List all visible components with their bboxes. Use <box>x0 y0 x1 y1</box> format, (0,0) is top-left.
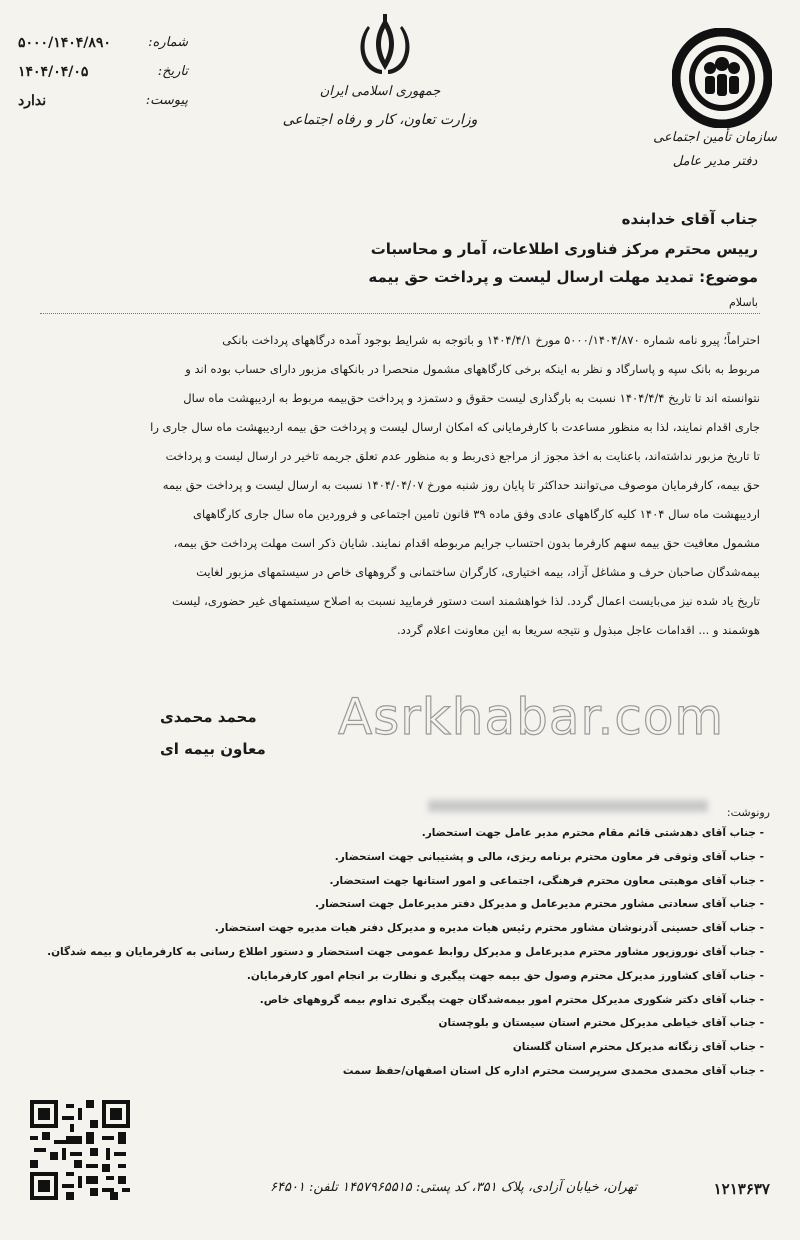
body-line: تا تاریخ مزبور نداشته‌اند، باعنایت به اخذ مجوز از مراجع ذی‌ربط و به منظور عدم تعلق جریمه تاخیر در ارسال لیست و پرداخت <box>165 449 760 463</box>
office-name: دفتر مدیر عامل <box>672 154 758 169</box>
letter-meta <box>18 28 188 115</box>
letter-body <box>58 326 760 645</box>
attachment-label: پیوست: <box>145 93 188 108</box>
letter-attachment-row <box>18 86 188 115</box>
cc-item: - جناب آقای نوروزپور مشاور محترم مدیرعامل و مدیرکل روابط عمومی جهت استحضار و دستور اطلاع رسانی به کارفرمایان و بیمه شدگان. <box>47 945 764 958</box>
cc-item: - جناب آقای موهبتی معاون محترم فرهنگی، اجتماعی و امور استانها جهت استحضار. <box>329 874 764 887</box>
attachment-value: ندارد <box>18 92 47 109</box>
signatory-title: معاون بیمه ای <box>160 740 266 758</box>
cc-item: - جناب آقای زنگانه مدیرکل محترم استان گلستان <box>512 1041 764 1054</box>
number-label: شماره: <box>148 35 188 50</box>
body-line: مشمول معافیت حق بیمه سهم کارفرما بدون احتساب جرایم مربوطه اقدام نمایند. شایان ذکر است مهلت پرداخت حق بیمه، <box>173 536 760 550</box>
qr-code-icon <box>30 1100 130 1200</box>
ministry-name: وزارت تعاون، کار و رفاه اجتماعی <box>282 112 478 128</box>
body-line: حق بیمه، کارفرمایان موصوف می‌توانند حداکثر تا پایان روز شنبه مورخ ۱۴۰۴/۰۴/۰۷ نسبت به ارسال لیست و پرداخت حق بیمه <box>162 478 760 492</box>
recipient-name: جناب آقای خدابنده <box>621 210 758 228</box>
iran-emblem-icon <box>350 12 420 82</box>
signatory-name: محمد محمدی <box>160 708 257 726</box>
cc-item: - جناب آقای حسینی آذرنوشان مشاور محترم رئیس هیات مدیره و مدیرکل دفتر هیات مدیره جهت استحضار. <box>214 922 764 935</box>
organization-name: سازمان تأمین اجتماعی <box>653 130 777 145</box>
recipient-title: رییس محترم مرکز فناوری اطلاعات، آمار و محاسبات <box>370 240 758 258</box>
cc-title: رونوشت: <box>726 806 770 819</box>
date-label: تاریخ: <box>157 64 188 79</box>
cc-item: - جناب آقای دهدشتی قائم مقام محترم مدیر عامل جهت استحضار. <box>421 827 764 839</box>
body-line: هوشمند و ... اقدامات عاجل مبذول و نتیجه سریعا به این معاونت اعلام گردد. <box>396 623 760 637</box>
tracking-number: ۱۲۱۳۶۳۷ <box>713 1180 770 1198</box>
footer-address: تهران، خیابان آزادی، پلاک ۳۵۱، کد پستی: ۱۴۵۷۹۶۵۵۱۵ تلفن: ۶۴۵۰۱ <box>270 1180 638 1195</box>
cc-item: - جناب آقای دکتر شکوری مدیرکل محترم امور بیمه‌شدگان جهت پیگیری تداوم بیمه گروههای خاص. <box>259 993 764 1006</box>
body-line: جاری اقدام نمایند، لذا به منظور مساعدت با کارفرمایانی که امکان ارسال لیست و پرداخت حق بیمه اردیبهشت ماه سال جاری را <box>150 420 760 434</box>
watermark: Asrkhabar.com <box>338 688 725 746</box>
body-line: تاریخ یاد شده نیز می‌بایست اعمال گردد. لذا خواهشمند است دستور فرمایید نسبت به اصلاح سیستمهای غیر حضوری، لیست <box>172 594 760 608</box>
cc-list <box>30 822 764 1084</box>
greeting: باسلام <box>728 296 758 309</box>
body-line: اردیبهشت ماه سال ۱۴۰۴ کلیه کارگاههای عادی وفق ماده ۳۹ قانون تامین اجتماعی و فروردین ماه سال جاری کارگاههای <box>192 507 760 521</box>
cc-item: - جناب آقای وثوقی فر معاون محترم برنامه ریزی، مالی و پشتیبانی جهت استحضار. <box>334 850 764 863</box>
letter-number-row <box>18 28 188 57</box>
cc-item: - جناب آقای کشاورز مدیرکل محترم وصول حق بیمه جهت پیگیری و نظارت بر انجام امور کارفرمایان. <box>246 969 764 982</box>
letter-date-row <box>18 57 188 86</box>
body-line: احتراماً؛ پیرو نامه شماره ۵۰۰۰/۱۴۰۴/۸۷۰ مورخ ۱۴۰۴/۴/۱ و باتوجه به شرایط بوجود آمده درگاههای پرداخت بانکی <box>222 333 760 347</box>
body-line: بیمه‌شدگان صاحبان حرف و مشاغل آزاد، بیمه اختیاری، کارگران ساختمانی و گروههای خاص در سیستمهای مزبور لغایت <box>196 565 760 579</box>
number-value: ۵۰۰۰/۱۴۰۴/۸۹۰ <box>18 34 111 51</box>
body-line: نتوانسته اند تا تاریخ ۱۴۰۴/۴/۴ نسبت به بارگذاری لیست حقوق و دستمزد و پرداخت حق‌بیمه مربوط به اردیبهشت ماه سال <box>183 391 760 405</box>
body-line: مربوط به بانک سپه و پاسارگاد و نظر به اینکه برخی کارگاههای مشمول منحصرا در بانکهای مزبور دارای حساب بوده اند و <box>185 362 760 376</box>
redacted-area <box>428 800 708 812</box>
gov-name: جمهوری اسلامی ایران <box>319 84 441 99</box>
social-security-logo-icon <box>672 28 772 128</box>
cc-item: - جناب آقای سعادتی مشاور محترم مدیرعامل و مدیرکل دفتر مدیرعامل جهت استحضار. <box>315 898 764 911</box>
date-value: ۱۴۰۴/۰۴/۰۵ <box>18 63 89 80</box>
cc-item: - جناب آقای محمدی محمدی سرپرست محترم اداره کل استان اصفهان/حفظ سمت <box>342 1064 764 1077</box>
cc-item: - جناب آقای خیاطی مدیرکل محترم استان سیستان و بلوچستان <box>438 1017 764 1030</box>
divider <box>40 313 760 314</box>
letter-subject: موضوع: تمدید مهلت ارسال لیست و پرداخت حق بیمه <box>368 268 758 286</box>
